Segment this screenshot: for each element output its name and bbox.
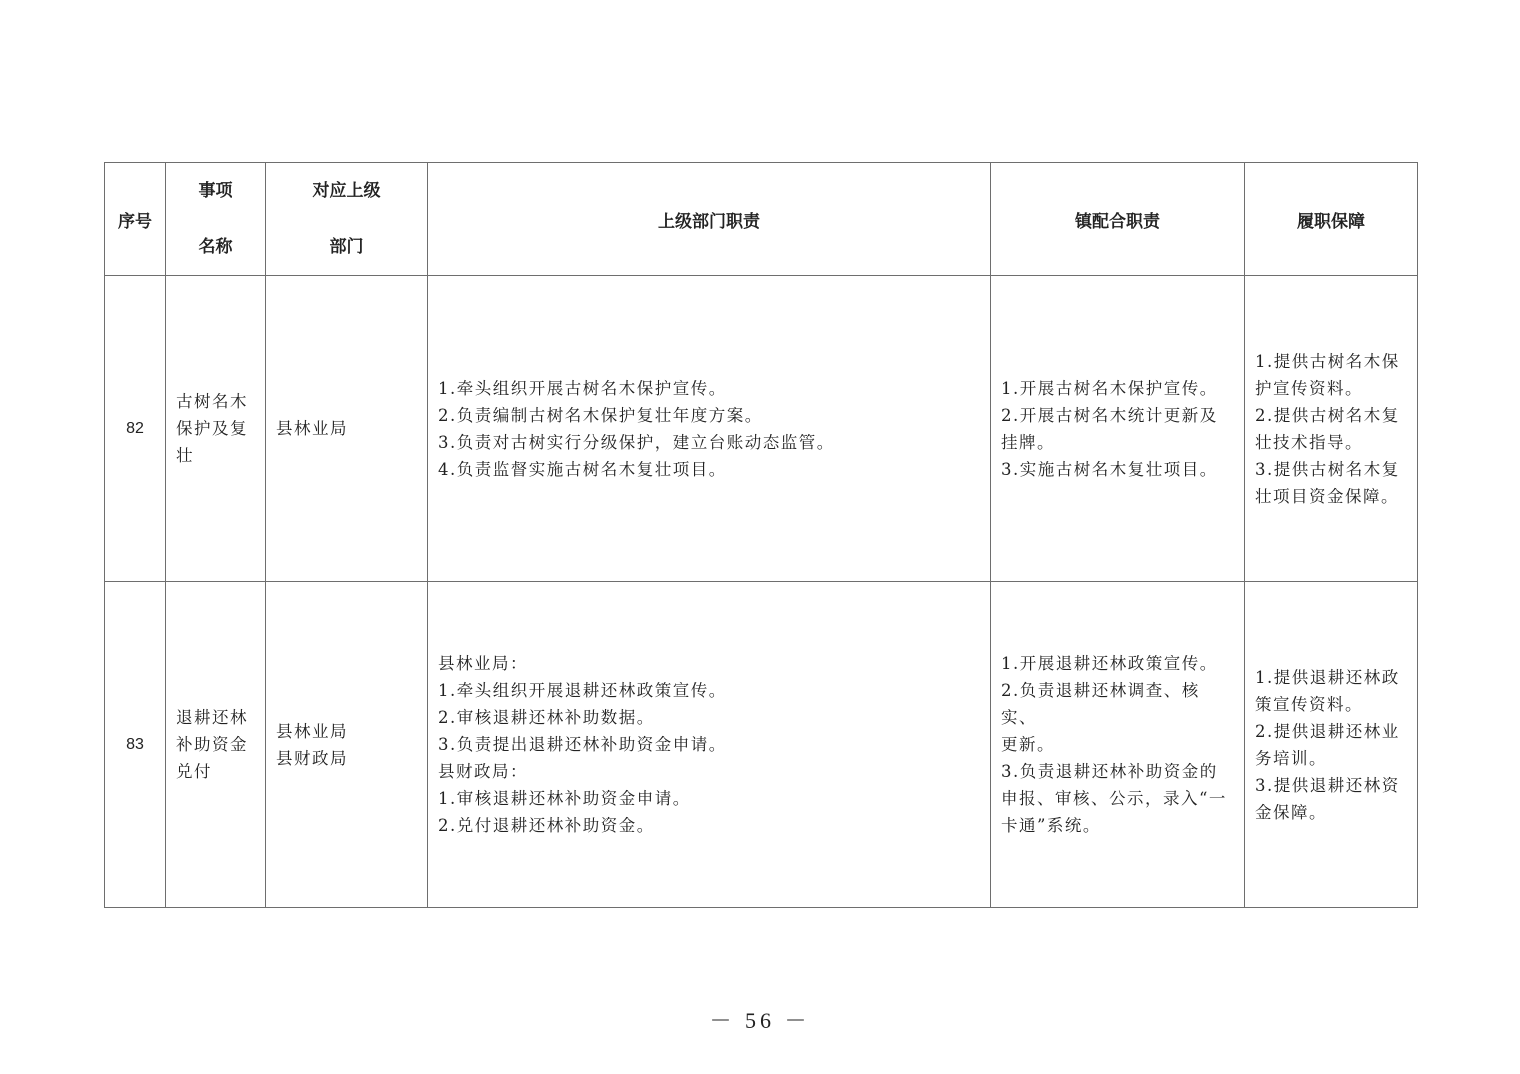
row-number: 83 — [105, 582, 166, 908]
guarantee-line: 1.提供古树名木保 — [1255, 351, 1400, 371]
duty-line: 1.牵头组织开展退耕还林政策宣传。 — [438, 681, 727, 700]
header-no: 序号 — [105, 163, 166, 276]
item-name-line: 补助资金 — [176, 735, 248, 754]
guarantee-line: 3.提供退耕还林资 — [1255, 775, 1400, 795]
guarantee-line: 3.提供古树名木复 — [1255, 459, 1400, 479]
upper-duty-cell — [428, 276, 991, 582]
duty-line: 2.负责编制古树名木保护复壮年度方案。 — [438, 405, 763, 425]
duty-line: 3.负责对古树实行分级保护，建立台账动态监管。 — [438, 432, 835, 452]
guarantee-line: 金保障。 — [1255, 802, 1327, 822]
header-upper-duty: 上级部门职责 — [428, 163, 991, 276]
duty-line: 县林业局： — [438, 654, 528, 673]
guarantee-line: 务培训。 — [1255, 748, 1327, 768]
duty-line: 1.牵头组织开展古树名木保护宣传。 — [438, 378, 727, 398]
header-item-line2: 名称 — [198, 237, 233, 257]
duty-line: 2.审核退耕还林补助数据。 — [438, 708, 655, 727]
duty-line: 1.审核退耕还林补助资金申请。 — [438, 789, 691, 808]
duty-line: 县财政局： — [438, 762, 528, 781]
guarantee-line: 1.提供退耕还林政 — [1255, 667, 1400, 687]
dept-line: 县财政局 — [276, 748, 348, 768]
dept-line: 县林业局 — [276, 419, 348, 438]
duty-line: 1.开展退耕还林政策宣传。 — [1001, 654, 1218, 673]
duty-line: 3.实施古树名木复壮项目。 — [1001, 459, 1218, 479]
guarantee-cell — [1245, 276, 1418, 582]
page-number: － 56 － — [709, 1008, 811, 1033]
guarantee-line: 壮项目资金保障。 — [1255, 486, 1399, 506]
duty-line: 4.负责监督实施古树名木复壮项目。 — [438, 459, 727, 479]
item-name-line: 保护及复 — [176, 419, 248, 438]
guarantee-line: 2.提供退耕还林业 — [1255, 721, 1400, 741]
upper-dept-cell — [266, 582, 428, 908]
guarantee-line: 护宣传资料。 — [1255, 378, 1363, 398]
town-duty-cell — [991, 582, 1245, 908]
duty-line: 3.负责提出退耕还林补助资金申请。 — [438, 735, 727, 754]
table-row — [105, 276, 1418, 582]
town-duty-cell — [991, 276, 1245, 582]
duty-line: 2.负责退耕还林调查、核实、 — [1001, 681, 1200, 727]
duty-line: 3.负责退耕还林补助资金的 — [1001, 762, 1218, 781]
header-row — [105, 163, 1418, 276]
guarantee-line: 2.提供古树名木复 — [1255, 405, 1400, 425]
item-name-line: 兑付 — [176, 762, 212, 781]
header-guarantee: 履职保障 — [1245, 163, 1418, 276]
duty-table — [104, 162, 1418, 908]
dept-line: 县林业局 — [276, 721, 348, 741]
item-name-cell — [166, 582, 266, 908]
row-number: 82 — [105, 276, 166, 582]
duty-line: 更新。 — [1001, 735, 1055, 754]
duty-line: 申报、审核、公示，录入“一 — [1001, 789, 1227, 808]
guarantee-cell — [1245, 582, 1418, 908]
item-name-cell — [166, 276, 266, 582]
upper-dept-cell — [266, 276, 428, 582]
header-town-duty: 镇配合职责 — [991, 163, 1245, 276]
header-item-name — [166, 163, 266, 276]
header-dept-line1: 对应上级 — [312, 181, 381, 201]
table-row — [105, 582, 1418, 908]
item-name-line: 古树名木 — [176, 392, 248, 411]
upper-duty-cell — [428, 582, 991, 908]
duty-line: 挂牌。 — [1001, 432, 1055, 452]
header-upper-dept — [266, 163, 428, 276]
header-dept-line2: 部门 — [329, 237, 364, 257]
duty-line: 1.开展古树名木保护宣传。 — [1001, 378, 1218, 398]
guarantee-line: 壮技术指导。 — [1255, 432, 1363, 452]
item-name-line: 壮 — [176, 446, 194, 465]
duty-line: 2.开展古树名木统计更新及 — [1001, 405, 1218, 425]
duty-line: 2.兑付退耕还林补助资金。 — [438, 816, 655, 835]
duty-line: 卡通”系统。 — [1001, 816, 1101, 835]
header-item-line1: 事项 — [198, 181, 233, 201]
item-name-line: 退耕还林 — [176, 708, 248, 727]
guarantee-line: 策宣传资料。 — [1255, 694, 1363, 714]
